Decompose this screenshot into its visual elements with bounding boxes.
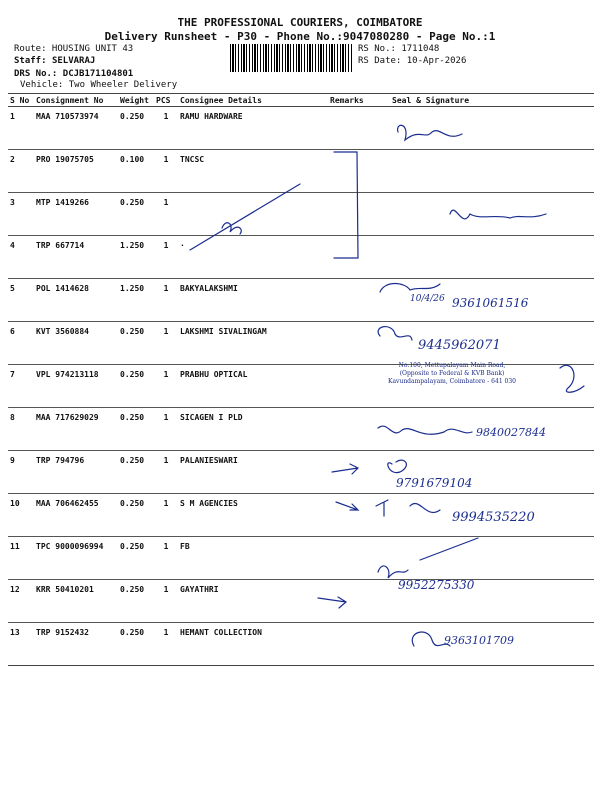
stamp-line-2: (Opposite to Federal & KVB Bank) <box>399 370 505 377</box>
remarks-cell <box>328 279 368 322</box>
hand-phone-row8: 9840027844 <box>476 426 546 439</box>
consignee-cell: FB <box>178 537 328 580</box>
hand-phone-row5: 9361061516 <box>452 296 529 310</box>
consignment-cell: POL 1414628 <box>34 279 118 322</box>
weight-cell: 0.250 <box>118 580 154 623</box>
table-row <box>8 580 594 623</box>
consignment-cell: TRP 667714 <box>34 236 118 279</box>
pcs-cell: 1 <box>154 150 178 193</box>
hand-phone-row9: 9791679104 <box>396 476 473 490</box>
consignee-cell: RAMU HARDWARE <box>178 107 328 150</box>
remarks-cell <box>328 322 368 365</box>
table-row <box>8 236 594 279</box>
consignment-cell: VPL 974213118 <box>34 365 118 408</box>
sno-cell: 4 <box>8 236 34 279</box>
rs-no: RS No.: 1711048 <box>358 44 440 54</box>
sno-cell: 8 <box>8 408 34 451</box>
weight-cell: 0.250 <box>118 193 154 236</box>
table-header-row <box>8 94 594 107</box>
staff-line <box>14 56 95 66</box>
weight-cell: 1.250 <box>118 236 154 279</box>
runsheet-subtitle: Delivery Runsheet - P30 - Phone No.:9047080280 - Page No.:1 <box>104 30 496 43</box>
pcs-cell: 1 <box>154 236 178 279</box>
staff-value: SELVARAJ <box>51 56 96 66</box>
col-signature: Seal & Signature <box>368 94 594 107</box>
sno-cell: 13 <box>8 623 34 666</box>
drs-value: DCJB171104801 <box>62 69 134 79</box>
table-row <box>8 193 594 236</box>
pcs-cell: 1 <box>154 451 178 494</box>
weight-cell: 0.250 <box>118 408 154 451</box>
signature-cell <box>368 107 594 150</box>
sno-cell: 12 <box>8 580 34 623</box>
signature-cell <box>368 537 594 580</box>
consignment-cell: TRP 794796 <box>34 451 118 494</box>
consignee-cell: PALANIESWARI <box>178 451 328 494</box>
col-remarks: Remarks <box>328 94 368 107</box>
weight-cell: 0.250 <box>118 451 154 494</box>
sno-cell: 1 <box>8 107 34 150</box>
consignee-cell: LAKSHMI SIVALINGAM <box>178 322 328 365</box>
sno-cell: 7 <box>8 365 34 408</box>
consignee-cell <box>178 193 328 236</box>
remarks-cell <box>328 365 368 408</box>
stamp-line-1: No.100, Mettupalayam Main Road, <box>398 362 506 369</box>
col-pcs: PCS <box>154 94 178 107</box>
weight-cell: 0.250 <box>118 322 154 365</box>
prabhu-optical-stamp <box>388 362 516 386</box>
pcs-cell: 1 <box>154 408 178 451</box>
consignment-cell: TPC 9000096994 <box>34 537 118 580</box>
hand-date-row5: 10/4/26 <box>410 294 445 304</box>
weight-cell: 0.250 <box>118 494 154 537</box>
pcs-cell: 1 <box>154 107 178 150</box>
remarks-cell <box>328 107 368 150</box>
sno-cell: 6 <box>8 322 34 365</box>
remarks-cell <box>328 236 368 279</box>
consignee-cell: S M AGENCIES <box>178 494 328 537</box>
pcs-cell: 1 <box>154 580 178 623</box>
weight-cell: 0.250 <box>118 537 154 580</box>
consignee-cell: GAYATHRI <box>178 580 328 623</box>
pcs-cell: 1 <box>154 279 178 322</box>
vehicle-text: Vehicle: Two Wheeler Delivery <box>20 80 178 90</box>
hand-phone-row6: 9445962071 <box>418 338 501 353</box>
consignee-cell: PRABHU OPTICAL <box>178 365 328 408</box>
sno-cell: 10 <box>8 494 34 537</box>
sno-cell: 5 <box>8 279 34 322</box>
table-row <box>8 537 594 580</box>
pcs-cell: 1 <box>154 537 178 580</box>
consignment-cell: MAA 706462455 <box>34 494 118 537</box>
remarks-cell <box>328 580 368 623</box>
consignment-cell: MAA 710573974 <box>34 107 118 150</box>
col-weight: Weight <box>118 94 154 107</box>
pcs-cell: 1 <box>154 193 178 236</box>
pcs-cell: 1 <box>154 623 178 666</box>
remarks-cell <box>328 537 368 580</box>
hand-phone-row13: 9363101709 <box>444 634 514 647</box>
consignee-cell: BAKYALAKSHMI <box>178 279 328 322</box>
weight-cell: 1.250 <box>118 279 154 322</box>
rs-date: RS Date: 10-Apr-2026 <box>358 56 467 66</box>
weight-cell: 0.250 <box>118 365 154 408</box>
drs-label: DRS No.: <box>14 69 58 79</box>
weight-cell: 0.250 <box>118 107 154 150</box>
signature-cell <box>368 193 594 236</box>
consignee-cell: · <box>178 236 328 279</box>
table-row <box>8 150 594 193</box>
weight-cell: 0.250 <box>118 623 154 666</box>
consignee-cell: TNCSC <box>178 150 328 193</box>
consignment-cell: KVT 3560884 <box>34 322 118 365</box>
table-row <box>8 107 594 150</box>
sno-cell: 2 <box>8 150 34 193</box>
remarks-cell <box>328 451 368 494</box>
consignee-cell: SICAGEN I PLD <box>178 408 328 451</box>
company-title: THE PROFESSIONAL COURIERS, COIMBATORE <box>177 16 423 29</box>
weight-cell: 0.100 <box>118 150 154 193</box>
pcs-cell: 1 <box>154 322 178 365</box>
consignment-cell: MTP 1419266 <box>34 193 118 236</box>
signature-cell <box>368 236 594 279</box>
route-text: Route: HOUSING UNIT 43 <box>14 44 134 54</box>
sno-cell: 3 <box>8 193 34 236</box>
pcs-cell: 1 <box>154 365 178 408</box>
consignment-cell: MAA 717629029 <box>34 408 118 451</box>
staff-label: Staff: <box>14 56 47 66</box>
hand-phone-row10: 9994535220 <box>452 510 535 525</box>
col-sno: S No <box>8 94 34 107</box>
remarks-cell <box>328 150 368 193</box>
drs-line <box>14 69 133 79</box>
remarks-cell <box>328 494 368 537</box>
consignment-cell: TRP 9152432 <box>34 623 118 666</box>
remarks-cell <box>328 193 368 236</box>
sno-cell: 9 <box>8 451 34 494</box>
pcs-cell: 1 <box>154 494 178 537</box>
consignment-cell: PRO 19075705 <box>34 150 118 193</box>
barcode <box>230 44 352 72</box>
consignment-cell: KRR 50410201 <box>34 580 118 623</box>
col-consignment: Consignment No <box>34 94 118 107</box>
sno-cell: 11 <box>8 537 34 580</box>
table-row <box>8 451 594 494</box>
consignee-cell: HEMANT COLLECTION <box>178 623 328 666</box>
col-consignee: Consignee Details <box>178 94 328 107</box>
hand-phone-row12: 9952275330 <box>398 578 475 592</box>
remarks-cell <box>328 408 368 451</box>
remarks-cell <box>328 623 368 666</box>
stamp-line-3: Kavundampalayam, Coimbatore - 641 030 <box>388 378 516 385</box>
signature-cell <box>368 150 594 193</box>
table-row <box>8 322 594 365</box>
